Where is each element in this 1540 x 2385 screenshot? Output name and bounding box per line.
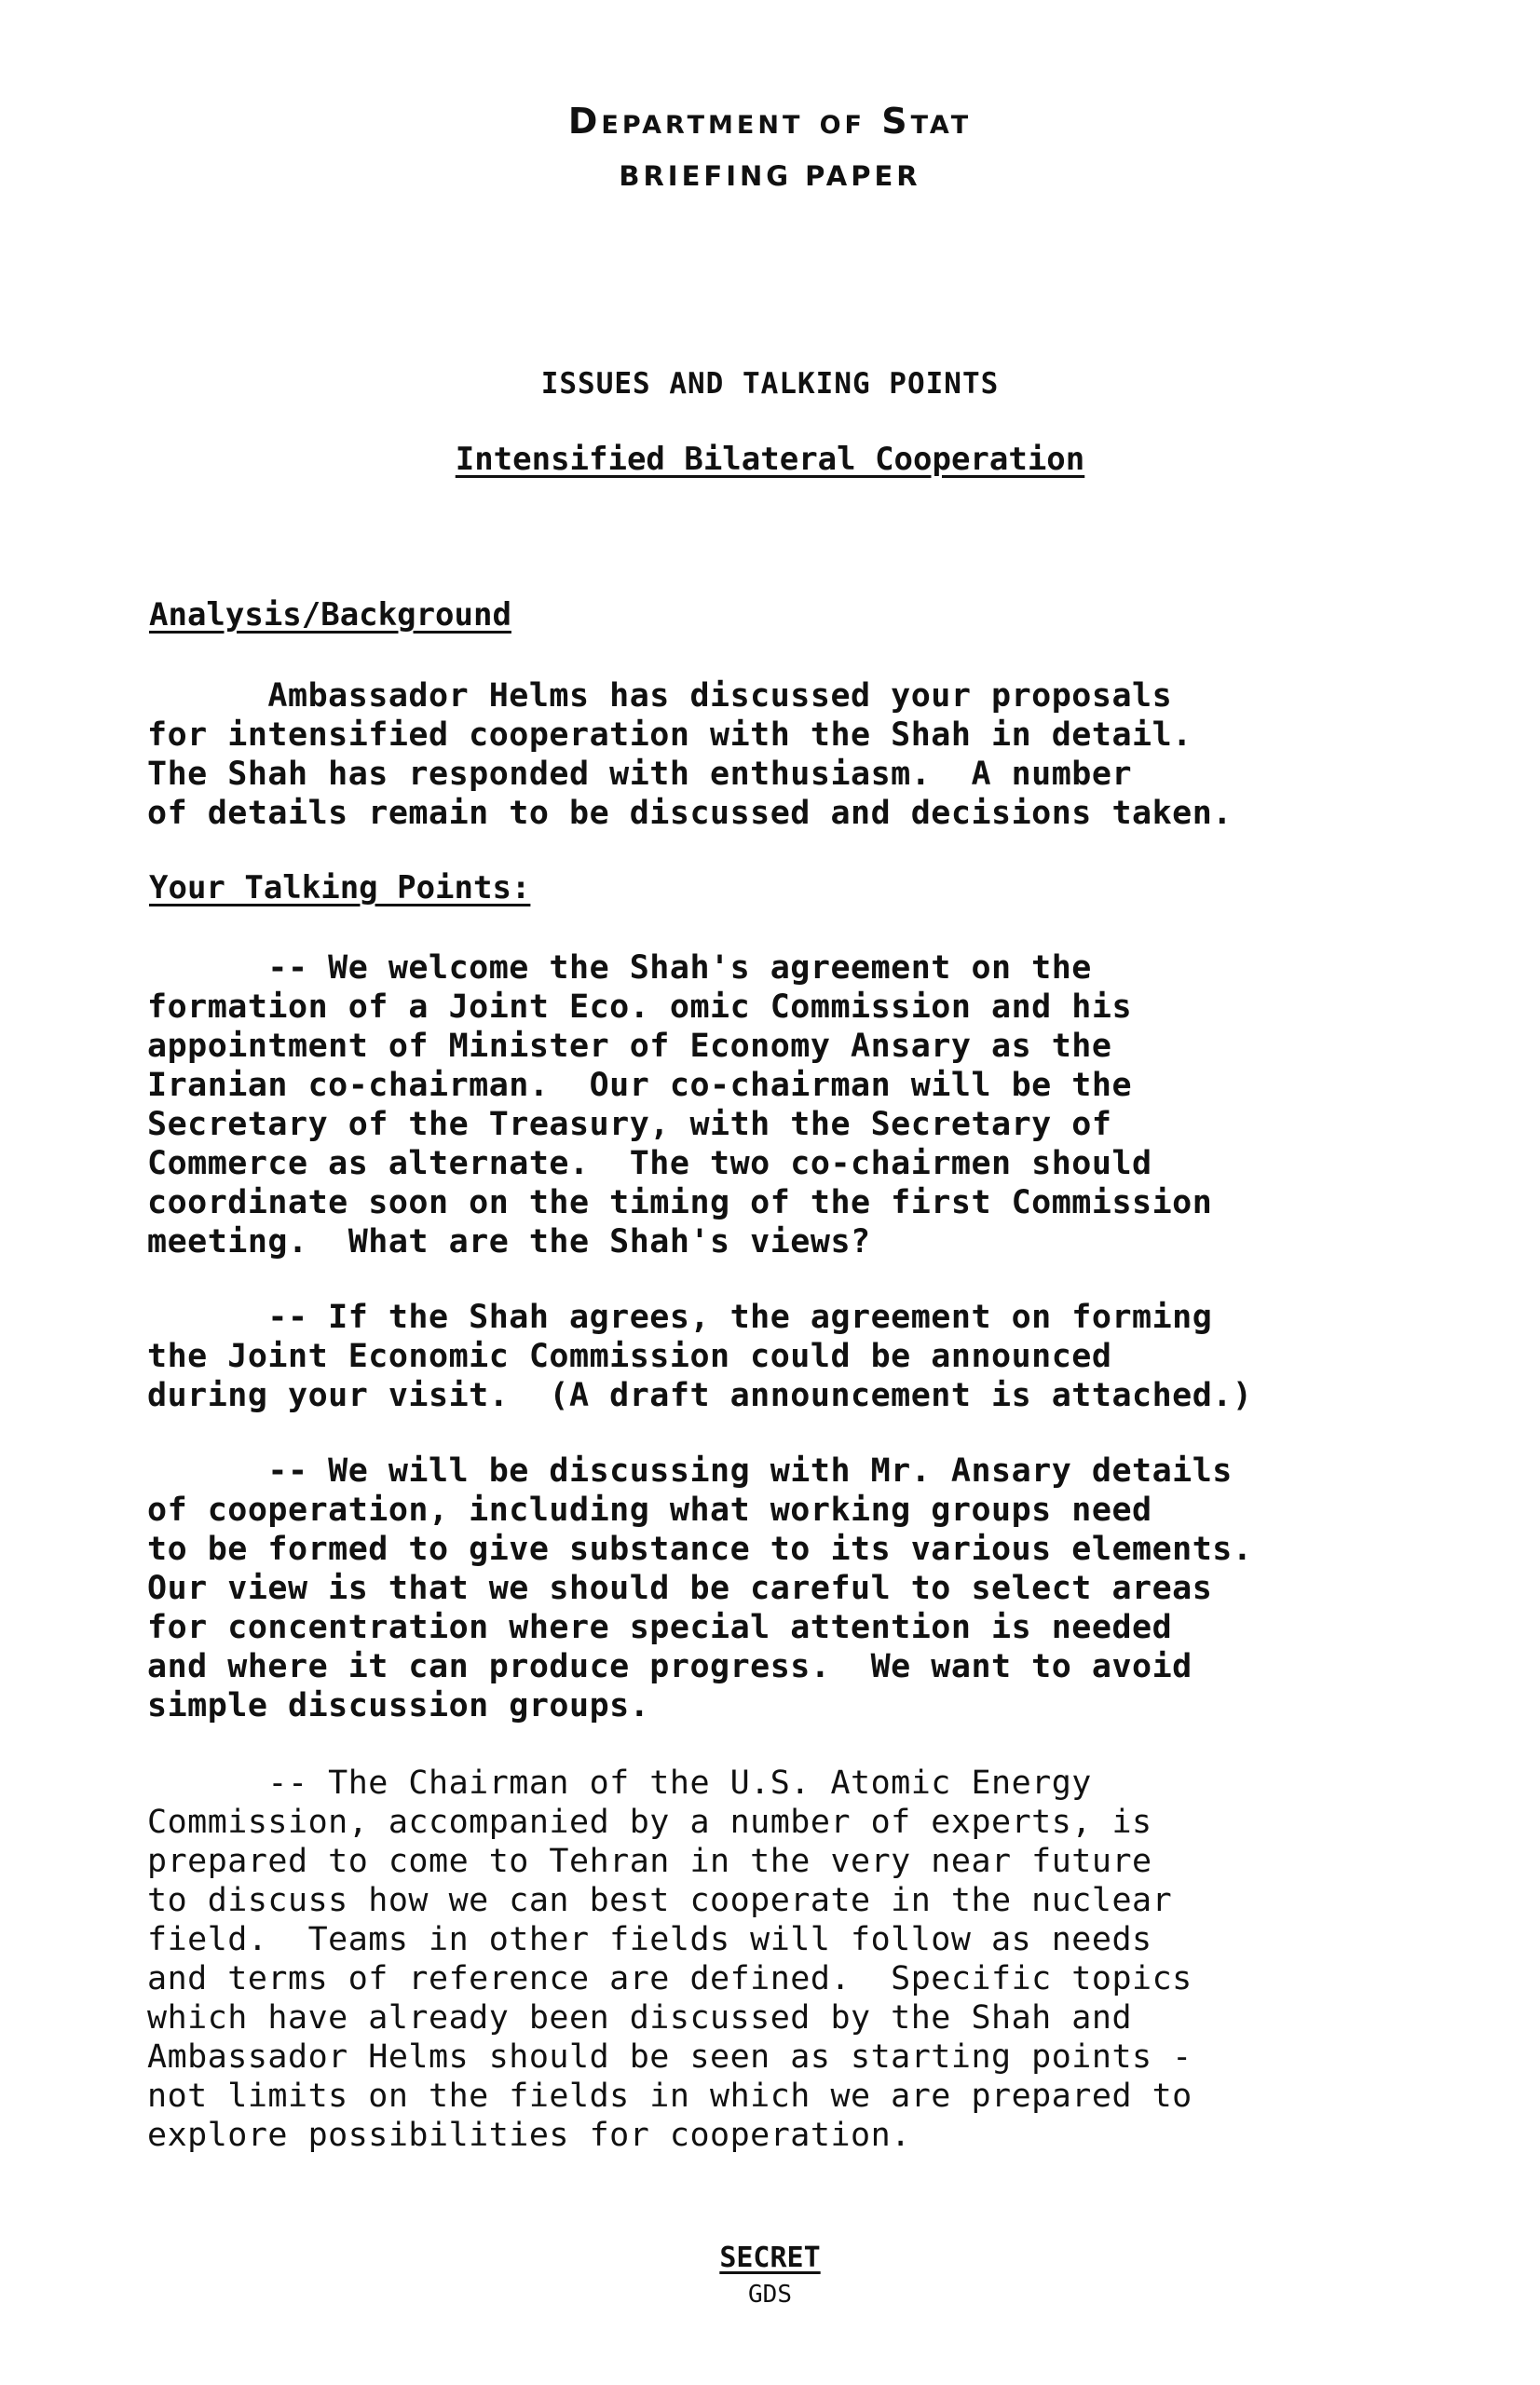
talking-point-3: -- We will be discussing with Mr. Ansary details of cooperation, including what working groups need to be formed to give substance to its various elements. Our view is that we should be careful to select areas for concentration where special attention is needed and where it can produce progress. We want to avoid simple discussion groups. [147,1452,1253,1724]
classification-marking: SECRET [719,2242,821,2274]
agency-header: Department of Stat [567,101,973,142]
talking-point-4: -- The Chairman of the U.S. Atomic Energy Commission, accompanied by a number of experts, is prepared to come to Tehran in the very near future to discuss how we can best cooperate in the nuclear field. Teams in other fields will follow as needs and terms of reference are defined. Specific topics which have already been discussed by the Shah and Ambassador Helms should be seen as starting points - not limits on the fields in which we are prepared to explore possibilities for cooperation. [147,1765,1192,2154]
document-subtitle: Intensified Bilateral Cooperation [455,441,1085,478]
document-type: BRIEFING PAPER [619,160,921,192]
talking-point-2: -- If the Shah agrees, the agreement on forming the Joint Economic Commission could be announced during your visit. (A draft announcement is attached.) [147,1299,1253,1414]
analysis-heading: Analysis/Background [149,596,511,634]
document-title: ISSUES AND TALKING POINTS [540,367,1000,401]
analysis-paragraph: Ambassador Helms has discussed your proposals for intensified cooperation with the Shah in detail. The Shah has responded with enthusiasm. A number of details remain to be discussed and decisions taken. [147,677,1233,832]
talking-point-1: -- We welcome the Shah's agreement on the formation of a Joint Eco. omic Commission and his appointment of Minister of Economy Ansary as the Iranian co-chairman. Our co-chairman will be the Secretary of the Treasury, with the Secretary of Commerce as alternate. The two co-chairmen should coordinate soon on the timing of the first Commission meeting. What are the Shah's views? [147,949,1213,1261]
declassification-marking: GDS [748,2281,792,2309]
talking-points-heading: Your Talking Points: [149,869,531,906]
